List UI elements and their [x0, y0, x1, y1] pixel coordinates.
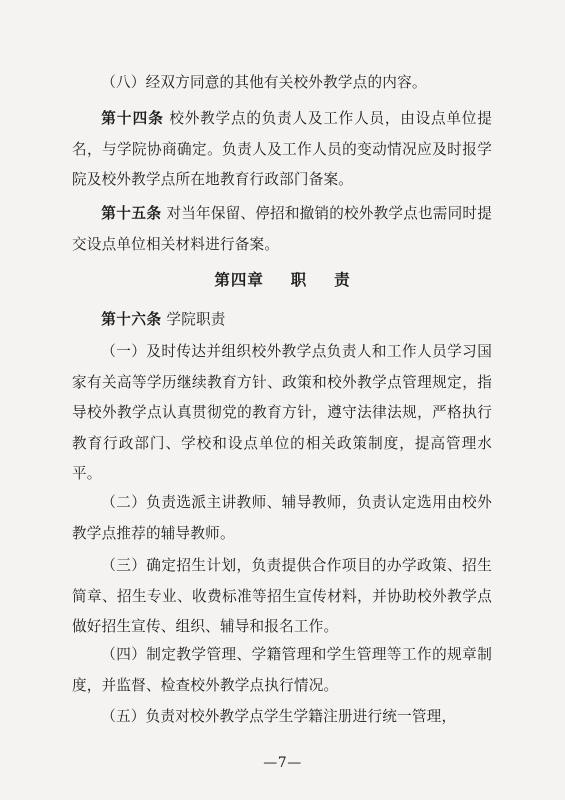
article-14	[72, 104, 492, 196]
paragraph-text: （八）经双方同意的其他有关校外教学点的内容。	[101, 74, 427, 91]
paragraph-item-5	[72, 702, 492, 733]
paragraph-item-8	[72, 68, 492, 99]
article-16	[72, 305, 492, 336]
page-number: —7—	[263, 755, 302, 771]
paragraph-text: （二）负责选派主讲教师、辅导教师，负责认定选用由校外教学点推荐的辅导教师。	[72, 494, 492, 542]
chapter-title-part: 责	[334, 271, 351, 289]
chapter-number: 第四章	[214, 271, 264, 289]
paragraph-text: （三）确定招生计划，负责提供合作项目的办学政策、招生简章、招生专业、收费标准等招生宣传材料，并协助校外教学点做好招生宣传、组织、辅导和报名工作。	[72, 557, 492, 635]
chapter-title-part: 职	[290, 271, 308, 289]
article-label: 第十四条	[101, 110, 164, 127]
paragraph-text: （一）及时传达并组织校外教学点负责人和工作人员学习国家有关高等学历继续教育方针、政策和校外教学点管理规定，指导校外教学点认真贯彻党的教育方针，遵守法律法规，严格执行教育行政部门、学校和设点单位的相关政策制度，提高管理水平。	[72, 343, 492, 482]
article-text: 校外教学点的负责人及工作人员，由设点单位提名，与学院协商确定。负责人及工作人员的变动情况应及时报学院及校外教学点所在地教育行政部门备案。	[72, 110, 492, 188]
article-text: 学院职责	[166, 311, 226, 328]
article-15	[72, 199, 492, 260]
paragraph-text: （四）制定教学管理、学籍管理和学生管理等工作的规章制度，并监督、检查校外教学点执行情况。	[72, 646, 492, 694]
article-text: 对当年保留、停招和撤销的校外教学点也需同时提交设点单位相关材料进行备案。	[72, 205, 492, 253]
paragraph-item-1	[72, 337, 492, 490]
article-label: 第十六条	[101, 311, 162, 328]
paragraph-item-4	[72, 640, 492, 701]
paragraph-text: （五）负责对校外教学点学生学籍注册进行统一管理，	[101, 708, 457, 725]
paragraph-item-2	[72, 488, 492, 549]
chapter-heading	[0, 268, 565, 292]
article-label: 第十五条	[101, 205, 162, 222]
paragraph-item-3	[72, 551, 492, 643]
